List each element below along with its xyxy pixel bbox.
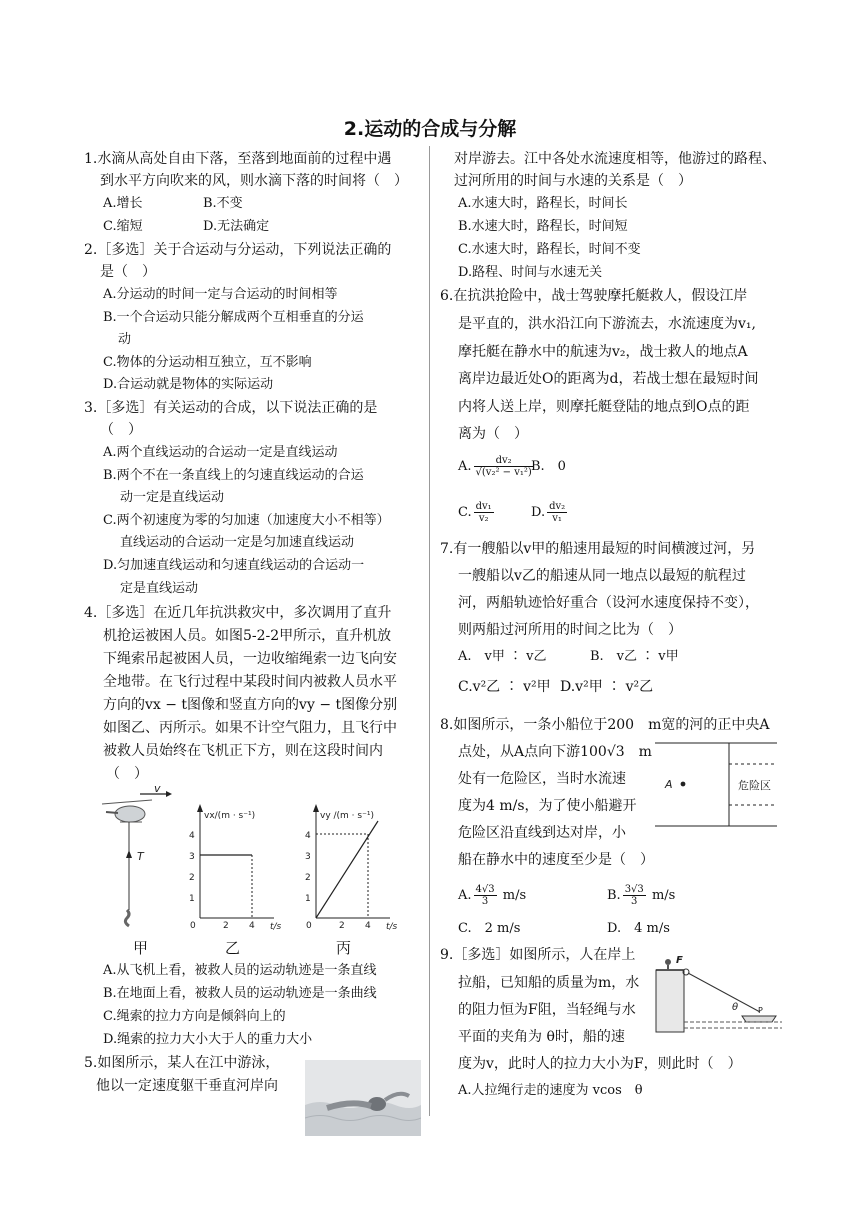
q5-option-d: D.路程、时间与水速无关	[458, 265, 603, 280]
q8-line: 船在静水中的速度至少是（ ）	[458, 852, 654, 868]
graph-c-ytick: 2	[305, 873, 311, 883]
q9-line: 的阻力恒为F阻，当轻绳与水	[458, 1002, 636, 1018]
q2-option-b-cont: 动	[118, 332, 132, 347]
q6-option-b: B. 0	[531, 459, 566, 474]
denominator: 3	[631, 896, 638, 907]
q5-option-b: B.水速大时，路程长，时间短	[458, 219, 628, 234]
denominator: 3	[481, 896, 489, 907]
q6-line: 是平直的，洪水沿江向下游流去，水流速度为v₁,	[458, 316, 756, 332]
boat-pull-figure	[654, 952, 784, 1034]
fig-label-yi: 乙	[225, 939, 241, 957]
q3-option-b: B.两个不在一条直线上的匀速直线运动的合运	[103, 468, 364, 483]
q8-option-a-unit: m/s	[502, 888, 527, 903]
graph-b-ytick: 1	[189, 894, 195, 904]
theta-label: θ	[732, 1002, 739, 1013]
q7-option-a: A. v甲 ∶ v乙	[458, 649, 547, 664]
q1-option-d: D.无法确定	[203, 219, 270, 234]
q6-option-c-fraction	[474, 501, 494, 524]
q8-line: 8.如图所示，一条小船位于200 m宽的河的正中央A	[440, 717, 770, 733]
q4-option-d: D.绳索的拉力大小大于人的重力大小	[103, 1032, 313, 1047]
q6-option-a	[458, 452, 536, 482]
q2-line: 2.［多选］关于合运动与分运动，下列说法正确的	[84, 242, 392, 258]
q4-line: （ ）	[106, 766, 148, 782]
q6-line: 6.在抗洪抢险中，战士驾驶摩托艇救人，假设江岸	[440, 288, 748, 304]
q5-line: 过河所用的时间与水速的关系是（ ）	[454, 173, 692, 189]
point-p-label: P	[758, 1006, 763, 1015]
q8-option-d: D. 4 m/s	[607, 921, 670, 936]
q3-option-a: A.两个直线运动的合运动一定是直线运动	[103, 445, 338, 460]
q4-line: 全地带。在飞行过程中某段时间内被救人员水平	[103, 674, 397, 690]
q3-option-c: C.两个初速度为零的匀加速（加速度大小不相等）	[103, 513, 390, 528]
q6-option-c	[458, 498, 496, 528]
q6-option-d	[531, 498, 569, 528]
graph-b-ytick: 4	[189, 831, 195, 841]
q8-option-b-unit: m/s	[651, 888, 676, 903]
graph-b-xtick: 4	[249, 921, 255, 931]
q7-option-d: D.v²甲 ∶ v²乙	[560, 679, 654, 695]
q9-line: 度为v，此时人的拉力大小为F，则此时（ ）	[458, 1056, 742, 1072]
river-danger-figure	[655, 742, 777, 828]
q8-line: 点处，从A点向下游100√3 m	[458, 744, 652, 760]
q6-option-c-letter: C.	[458, 505, 472, 520]
q8-line: 度为4 m/s，为了使小船避开	[458, 798, 637, 814]
graph-b-ylabel: vx/(m · s⁻¹)	[204, 811, 256, 821]
q7-line: 7.有一艘船以v甲的船速用最短的时间横渡过河，另	[440, 541, 756, 557]
q9-option-a: A.人拉绳行走的速度为 vcos θ	[458, 1083, 643, 1098]
vy-t-graph	[298, 802, 398, 934]
q8-line: 危险区沿直线到达对岸，小	[458, 825, 626, 841]
denominator: v₁	[552, 513, 562, 524]
q7-option-b: B. v乙 ∶ v甲	[590, 649, 679, 664]
q6-line: 内将人送上岸，则摩托艇登陆的地点到O点的距	[458, 399, 750, 415]
q6-option-a-letter: A.	[458, 459, 472, 474]
swimmer-photo	[305, 1060, 421, 1136]
q4-line: 方向的vx − t图像和竖直方向的vy − t图像分别	[103, 697, 398, 713]
q6-line: 离为（ ）	[458, 426, 528, 442]
numerator: dv₂	[549, 501, 566, 512]
fig-label-bing: 丙	[336, 939, 352, 957]
q6-line: 离岸边最近处O的距离为d，若战士想在最短时间	[458, 371, 759, 387]
q9-line: 平面的夹角为 θ时，船的速	[458, 1029, 625, 1045]
q1-option-b: B.不变	[203, 196, 243, 211]
q8-option-a-letter: A.	[458, 888, 472, 903]
force-f-label: F	[676, 955, 683, 966]
q8-option-b-fraction	[623, 884, 646, 907]
graph-c-ytick: 3	[305, 852, 311, 862]
q4-option-a: A.从飞机上看，被救人员的运动轨迹是一条直线	[103, 963, 377, 978]
q2-line: 是（ ）	[100, 264, 156, 280]
heli-v-label: v	[154, 782, 161, 795]
graph-c-xlabel: t/s	[386, 922, 398, 932]
q1-option-c: C.缩短	[103, 219, 143, 234]
q4-line: 4.［多选］在近几年抗洪救灾中，多次调用了直升	[84, 605, 392, 621]
q5-option-c: C.水速大时，路程长，时间不变	[458, 242, 641, 257]
q3-line: （ ）	[100, 422, 142, 438]
graph-b-ytick: 2	[189, 873, 195, 883]
q5-option-a: A.水速大时，路程长，时间长	[458, 196, 628, 211]
graph-c-ytick: 1	[305, 894, 311, 904]
q3-option-b-cont: 动一定是直线运动	[120, 490, 225, 505]
q9-line: 9.［多选］如图所示，人在岸上	[440, 947, 636, 963]
danger-zone-label: 危险区	[738, 779, 771, 792]
graph-b-xtick: 0	[190, 921, 196, 931]
q2-option-c: C.物体的分运动相互独立，互不影响	[103, 355, 312, 370]
q7-line: 则两船过河所用的时间之比为（ ）	[458, 622, 682, 638]
q8-option-a	[458, 881, 526, 911]
q6-option-d-letter: D.	[531, 505, 546, 520]
heli-T-label: T	[137, 850, 144, 863]
q3-line: 3.［多选］有关运动的合成，以下说法正确的是	[84, 400, 378, 416]
q8-option-b	[607, 881, 675, 911]
q6-option-d-fraction	[547, 501, 567, 524]
q1-option-a: A.增长	[103, 196, 143, 211]
q3-option-c-cont: 直线运动的合运动一定是匀加速直线运动	[120, 535, 355, 550]
denominator: √(v₂² − v₁²)	[475, 467, 532, 478]
page-title: 2.运动的合成与分解	[343, 118, 517, 140]
q1-line: 1.水滴从高处自由下落，至落到地面前的过程中遇	[84, 151, 392, 167]
q4-line: 下绳索吊起被困人员，一边收缩绳索一边飞向安	[103, 651, 397, 667]
graph-c-xtick: 2	[339, 921, 345, 931]
q2-option-d: D.合运动就是物体的实际运动	[103, 377, 274, 392]
q9-line: 拉船，已知船的质量为m，水	[458, 975, 640, 991]
q8-option-b-letter: B.	[607, 888, 621, 903]
denominator: v₂	[478, 513, 489, 524]
q5-line: 对岸游去。江中各处水流速度相等，他游过的路程、	[454, 151, 776, 167]
q8-option-a-fraction	[474, 884, 497, 907]
q8-line: 处有一危险区，当时水流速	[458, 771, 626, 787]
q4-option-b: B.在地面上看，被救人员的运动轨迹是一条曲线	[103, 986, 377, 1001]
numerator: 4√3	[475, 884, 495, 895]
helicopter-figure	[96, 782, 176, 932]
q7-option-c: C.v²乙 ∶ v²甲	[458, 679, 551, 695]
column-divider	[429, 146, 430, 1116]
q7-line: 河，两船轨迹恰好重合（设河水速度保持不变），	[458, 595, 759, 611]
q6-option-a-fraction	[474, 455, 534, 478]
q2-option-a: A.分运动的时间一定与合运动的时间相等	[103, 287, 338, 302]
graph-b-xlabel: t/s	[270, 922, 282, 932]
graph-c-xtick: 4	[365, 921, 371, 931]
q4-option-c: C.绳索的拉力方向是倾斜向上的	[103, 1009, 286, 1024]
point-a-label: A	[665, 778, 673, 791]
fig-label-jia: 甲	[133, 939, 149, 957]
q1-line: 到水平方向吹来的风，则水滴下落的时间将（ ）	[100, 173, 408, 189]
q3-option-d-cont: 定是直线运动	[120, 581, 199, 596]
numerator: dv₂	[474, 455, 534, 467]
q5-line: 5.如图所示，某人在江中游泳，	[84, 1055, 280, 1071]
graph-c-xtick: 0	[306, 921, 312, 931]
q4-line: 如图乙、丙所示。如果不计空气阻力，且飞行中	[103, 720, 397, 736]
q4-line: 被救人员始终在飞机正下方，则在这段时间内	[103, 743, 383, 759]
graph-b-xtick: 2	[223, 921, 229, 931]
graph-c-ylabel: vy /(m · s⁻¹)	[320, 811, 374, 821]
vx-t-graph	[182, 802, 282, 934]
q7-line: 一艘船以v乙的船速从同一地点以最短的航程过	[458, 568, 746, 584]
q5-line: 他以一定速度躯干垂直河岸向	[96, 1078, 278, 1094]
numerator: 3√3	[624, 884, 644, 895]
graph-b-ytick: 3	[189, 852, 195, 862]
q4-line: 机抢运被困人员。如图5-2-2甲所示，直升机放	[103, 628, 392, 644]
graph-c-ytick: 4	[305, 831, 311, 841]
numerator: dv₁	[475, 501, 492, 512]
q6-line: 摩托艇在静水中的航速为v₂，战士救人的地点A	[458, 344, 748, 360]
q2-option-b: B.一个合运动只能分解成两个互相垂直的分运	[103, 310, 364, 325]
q8-option-c: C. 2 m/s	[458, 921, 521, 936]
q3-option-d: D.匀加速直线运动和匀速直线运动的合运动一	[103, 558, 365, 573]
